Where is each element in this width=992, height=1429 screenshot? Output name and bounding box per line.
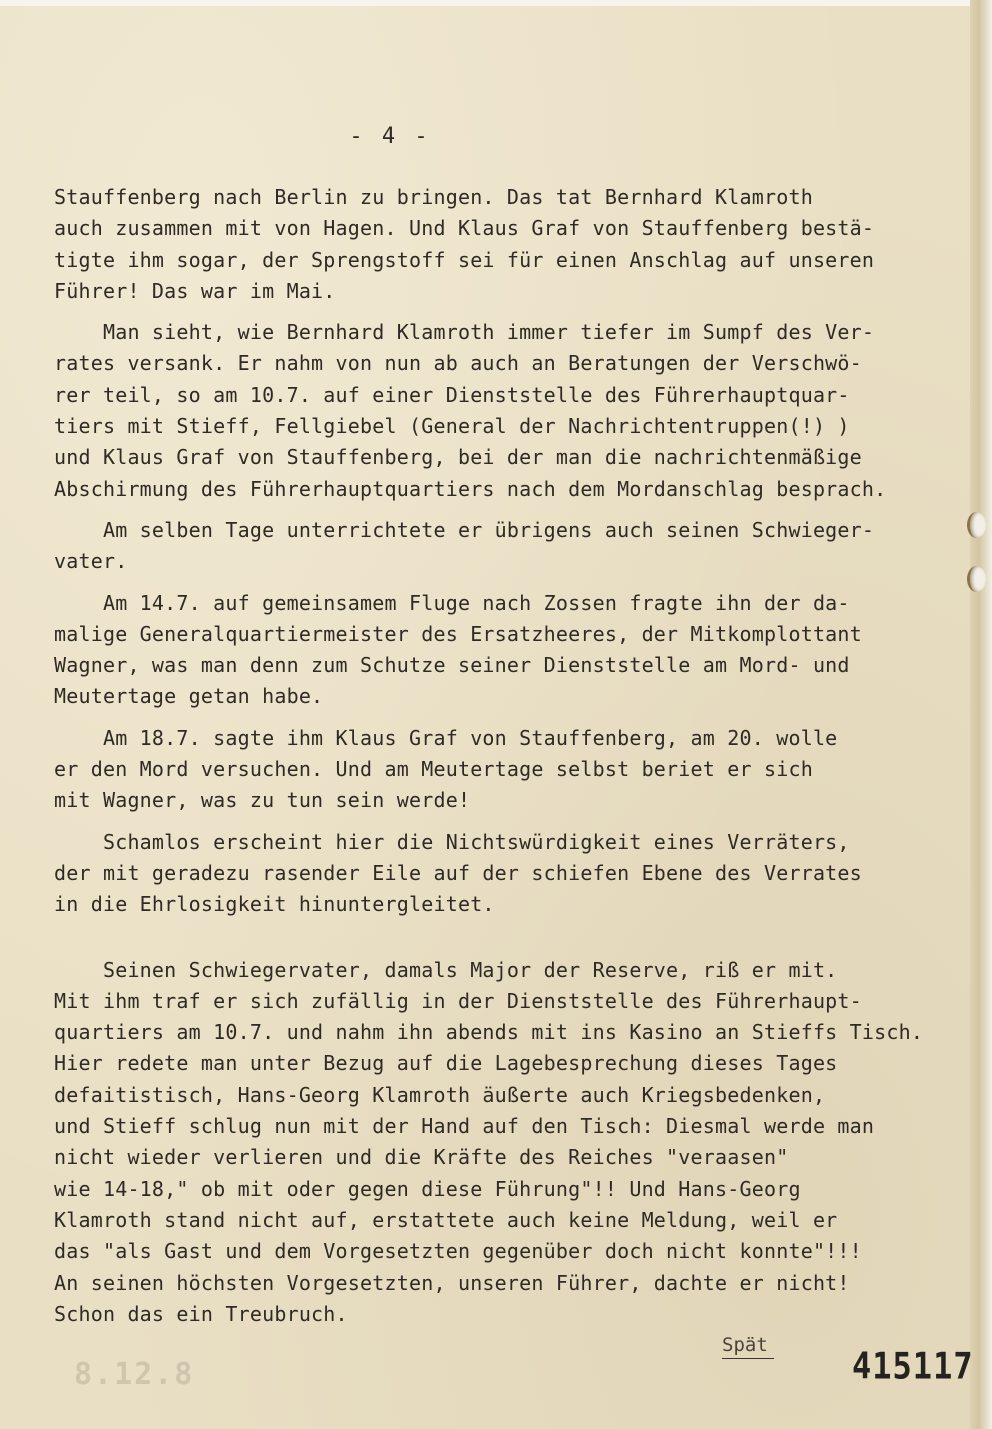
text-line: Mit ihm traf er sich zufällig in der Dienststelle des Führerhaupt- [54, 988, 862, 1013]
text-line: rates versank. Er nahm von nun ab auch an Beratungen der Verschwö- [54, 351, 862, 376]
text-line: Am selben Tage unterrichtete er übrigens auch seinen Schwieger- [54, 517, 875, 542]
typed-body-text [54, 182, 924, 1330]
signature: Spät [722, 1334, 774, 1359]
text-line: das "als Gast und dem Vorgesetzten gegenüber doch nicht konnte"!!! [54, 1239, 862, 1264]
page-number: - 4 - [349, 124, 431, 149]
text-line: An seinen höchsten Vorgesetzten, unseren Führer, dachte er nicht! [54, 1270, 850, 1295]
text-line: und Stieff schlug nun mit der Hand auf den Tisch: Diesmal werde man [54, 1114, 875, 1139]
text-line: wie 14-18," ob mit oder gegen diese Führung"!! Und Hans-Georg [54, 1176, 801, 1201]
text-line: Seinen Schwiegervater, damals Major der Reserve, riß er mit. [54, 957, 838, 982]
text-line: Schon das ein Treubruch. [54, 1301, 348, 1326]
text-line: Meutertage getan habe. [54, 684, 324, 709]
text-line: defaitistisch, Hans-Georg Klamroth äußerte auch Kriegsbedenken, [54, 1082, 826, 1107]
text-line: Stauffenberg nach Berlin zu bringen. Das tat Bernhard Klamroth [54, 185, 813, 209]
punch-hole-icon [967, 512, 986, 538]
text-line: Klamroth stand nicht auf, erstattete auch keine Meldung, weil er [54, 1207, 838, 1232]
punch-hole-icon [967, 566, 986, 592]
paper-top-edge [0, 0, 992, 6]
text-line: Abschirmung des Führerhauptquartiers nach dem Mordanschlag besprach. [54, 476, 887, 501]
text-line: quartiers am 10.7. und nahm ihn abends mit ins Kasino an Stieffs Tisch. [54, 1020, 924, 1045]
text-line: malige Generalquartiermeister des Ersatzheeres, der Mitkomplottant [54, 621, 862, 646]
text-line: und Klaus Graf von Stauffenberg, bei der man die nachrichtenmäßige [54, 445, 862, 470]
paper-right-edge [970, 0, 992, 1429]
text-line: Am 18.7. sagte ihm Klaus Graf von Stauffenberg, am 20. wolle [54, 725, 838, 750]
text-line: rer teil, so am 10.7. auf einer Dienststelle des Führerhauptquar- [54, 382, 850, 407]
text-line: mit Wagner, was zu tun sein werde! [54, 788, 471, 813]
text-line: Am 14.7. auf gemeinsamem Fluge nach Zossen fragte ihn der da- [54, 590, 850, 615]
text-line: Hier redete man unter Bezug auf die Lagebesprechung dieses Tages [54, 1051, 838, 1076]
text-line: auch zusammen mit von Hagen. Und Klaus Graf von Stauffenberg bestä- [54, 216, 875, 241]
text-line: tigte ihm sogar, der Sprengstoff sei für einen Anschlag auf unseren [54, 247, 875, 272]
text-line: tiers mit Stieff, Fellgiebel (General der Nachrichtentruppen(!) ) [54, 414, 850, 439]
text-line: der mit geradezu rasender Eile auf der schiefen Ebene des Verrates [54, 860, 862, 885]
text-line: Schamlos erscheint hier die Nichtswürdigkeit eines Verräters, [54, 829, 850, 854]
archive-number: 415117 [852, 1344, 974, 1388]
text-line: Führer! Das war im Mai. [54, 278, 336, 303]
text-line: Man sieht, wie Bernhard Klamroth immer tiefer im Sumpf des Ver- [54, 320, 875, 345]
text-line: er den Mord versuchen. Und am Meutertage selbst beriet er sich [54, 757, 813, 782]
text-line: in die Ehrlosigkeit hinuntergleitet. [54, 892, 495, 917]
text-line: Wagner, was man denn zum Schutze seiner Dienststelle am Mord- und [54, 653, 850, 678]
text-line: vater. [54, 549, 128, 574]
text-line: nicht wieder verlieren und die Kräfte des Reiches "veraasen" [54, 1145, 789, 1170]
faded-stamp: 8.12.8 [74, 1357, 195, 1392]
